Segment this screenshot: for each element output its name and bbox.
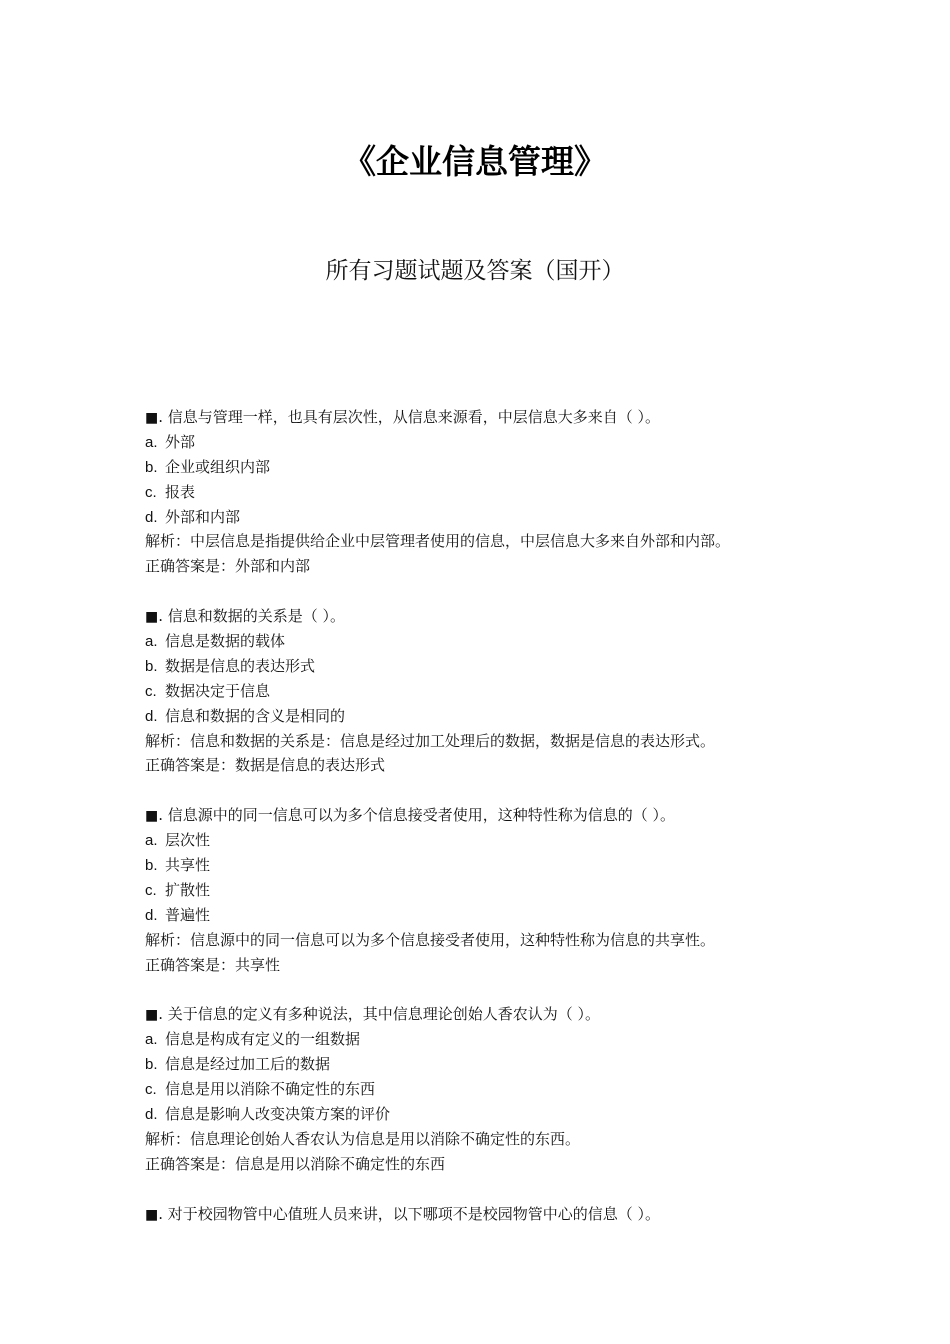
answer-option <box>145 1027 845 1052</box>
option-letter: c. <box>145 881 157 899</box>
option-letter: b. <box>145 857 158 875</box>
answer-option <box>145 878 845 903</box>
answer-option <box>145 704 845 729</box>
option-text: 信息是数据的载体 <box>165 632 286 651</box>
square-bullet-icon: ■ <box>145 1007 159 1024</box>
analysis-text: 解析：信息和数据的关系是：信息是经过加工处理后的数据，数据是信息的表达形式。 <box>145 731 716 750</box>
option-letter: d. <box>145 707 158 725</box>
option-text: 外部 <box>165 432 196 451</box>
question-stem-text: . 信息和数据的关系是（ ）。 <box>158 607 346 626</box>
question-item <box>145 405 845 579</box>
square-bullet-icon: ■ <box>145 410 159 426</box>
option-letter: a. <box>145 1031 158 1049</box>
question-item <box>145 1202 845 1227</box>
correct-answer-text: 正确答案是：数据是信息的表达形式 <box>145 756 386 775</box>
option-letter: a. <box>145 633 158 651</box>
answer-option <box>145 1077 845 1102</box>
analysis-text: 解析：信息源中的同一信息可以为多个信息接受者使用，这种特性称为信息的共享性。 <box>145 930 716 949</box>
analysis-text: 解析：信息理论创始人香农认为信息是用以消除不确定性的东西。 <box>145 1129 581 1148</box>
question-stem-text: . 对于校园物管中心值班人员来讲，以下哪项不是校园物管中心的信息（ ）。 <box>158 1204 661 1223</box>
correct-answer-text: 正确答案是：外部和内部 <box>145 557 311 576</box>
question-item <box>145 604 845 778</box>
document-title: 《企业信息管理》 <box>343 142 607 181</box>
answer-option <box>145 1052 845 1077</box>
option-text: 企业或组织内部 <box>165 457 271 476</box>
option-text: 信息是经过加工后的数据 <box>165 1055 331 1074</box>
option-text: 报表 <box>165 482 196 501</box>
option-text: 数据决定于信息 <box>165 681 271 700</box>
option-text: 普遍性 <box>165 905 211 924</box>
question-stem <box>145 1002 845 1027</box>
question-stem <box>145 803 845 828</box>
question-item <box>145 1002 845 1176</box>
option-text: 信息和数据的含义是相同的 <box>165 706 346 725</box>
question-stem <box>145 604 845 629</box>
analysis-text: 解析：中层信息是指提供给企业中层管理者使用的信息，中层信息大多来自外部和内部。 <box>145 532 731 551</box>
square-bullet-icon: ■ <box>145 609 159 626</box>
answer-option <box>145 903 845 928</box>
question-list <box>145 405 845 1251</box>
option-text: 外部和内部 <box>165 507 241 526</box>
question-item <box>145 803 845 977</box>
answer-option <box>145 430 845 455</box>
option-text: 信息是用以消除不确定性的东西 <box>165 1080 376 1099</box>
question-stem <box>145 405 845 430</box>
option-letter: b. <box>145 1056 158 1074</box>
correct-answer-text: 正确答案是：信息是用以消除不确定性的东西 <box>145 1154 446 1173</box>
answer-option <box>145 629 845 654</box>
option-letter: b. <box>145 657 158 675</box>
answer-option <box>145 455 845 480</box>
option-letter: d. <box>145 508 158 526</box>
option-letter: c. <box>145 682 157 700</box>
square-bullet-icon: ■ <box>145 808 159 825</box>
answer-option <box>145 1102 845 1127</box>
option-letter: a. <box>145 832 158 850</box>
question-stem-text: . 关于信息的定义有多种说法，其中信息理论创始人香农认为（ ）。 <box>158 1005 601 1024</box>
option-text: 信息是构成有定义的一组数据 <box>165 1030 361 1049</box>
square-bullet-icon: ■ <box>145 1206 159 1223</box>
answer-option <box>145 505 845 530</box>
option-text: 层次性 <box>165 831 211 850</box>
question-stem-text: . 信息源中的同一信息可以为多个信息接受者使用，这种特性称为信息的（ ）。 <box>158 806 676 825</box>
question-stem-text: . 信息与管理一样，也具有层次性，从信息来源看，中层信息大多来自（ ）。 <box>158 408 661 426</box>
answer-option <box>145 828 845 853</box>
answer-option <box>145 679 845 704</box>
option-letter: a. <box>145 433 158 451</box>
correct-answer-text: 正确答案是：共享性 <box>145 955 281 974</box>
option-letter: c. <box>145 1081 157 1099</box>
option-text: 信息是影响人改变决策方案的评价 <box>165 1104 391 1123</box>
option-letter: c. <box>145 483 157 501</box>
document-subtitle: 所有习题试题及答案（国开） <box>325 258 625 284</box>
option-letter: b. <box>145 458 158 476</box>
option-text: 共享性 <box>165 856 211 875</box>
option-text: 数据是信息的表达形式 <box>165 656 316 675</box>
answer-option <box>145 654 845 679</box>
option-text: 扩散性 <box>165 880 211 899</box>
answer-option <box>145 853 845 878</box>
option-letter: d. <box>145 906 158 924</box>
option-letter: d. <box>145 1105 158 1123</box>
question-stem <box>145 1202 845 1227</box>
answer-option <box>145 480 845 505</box>
